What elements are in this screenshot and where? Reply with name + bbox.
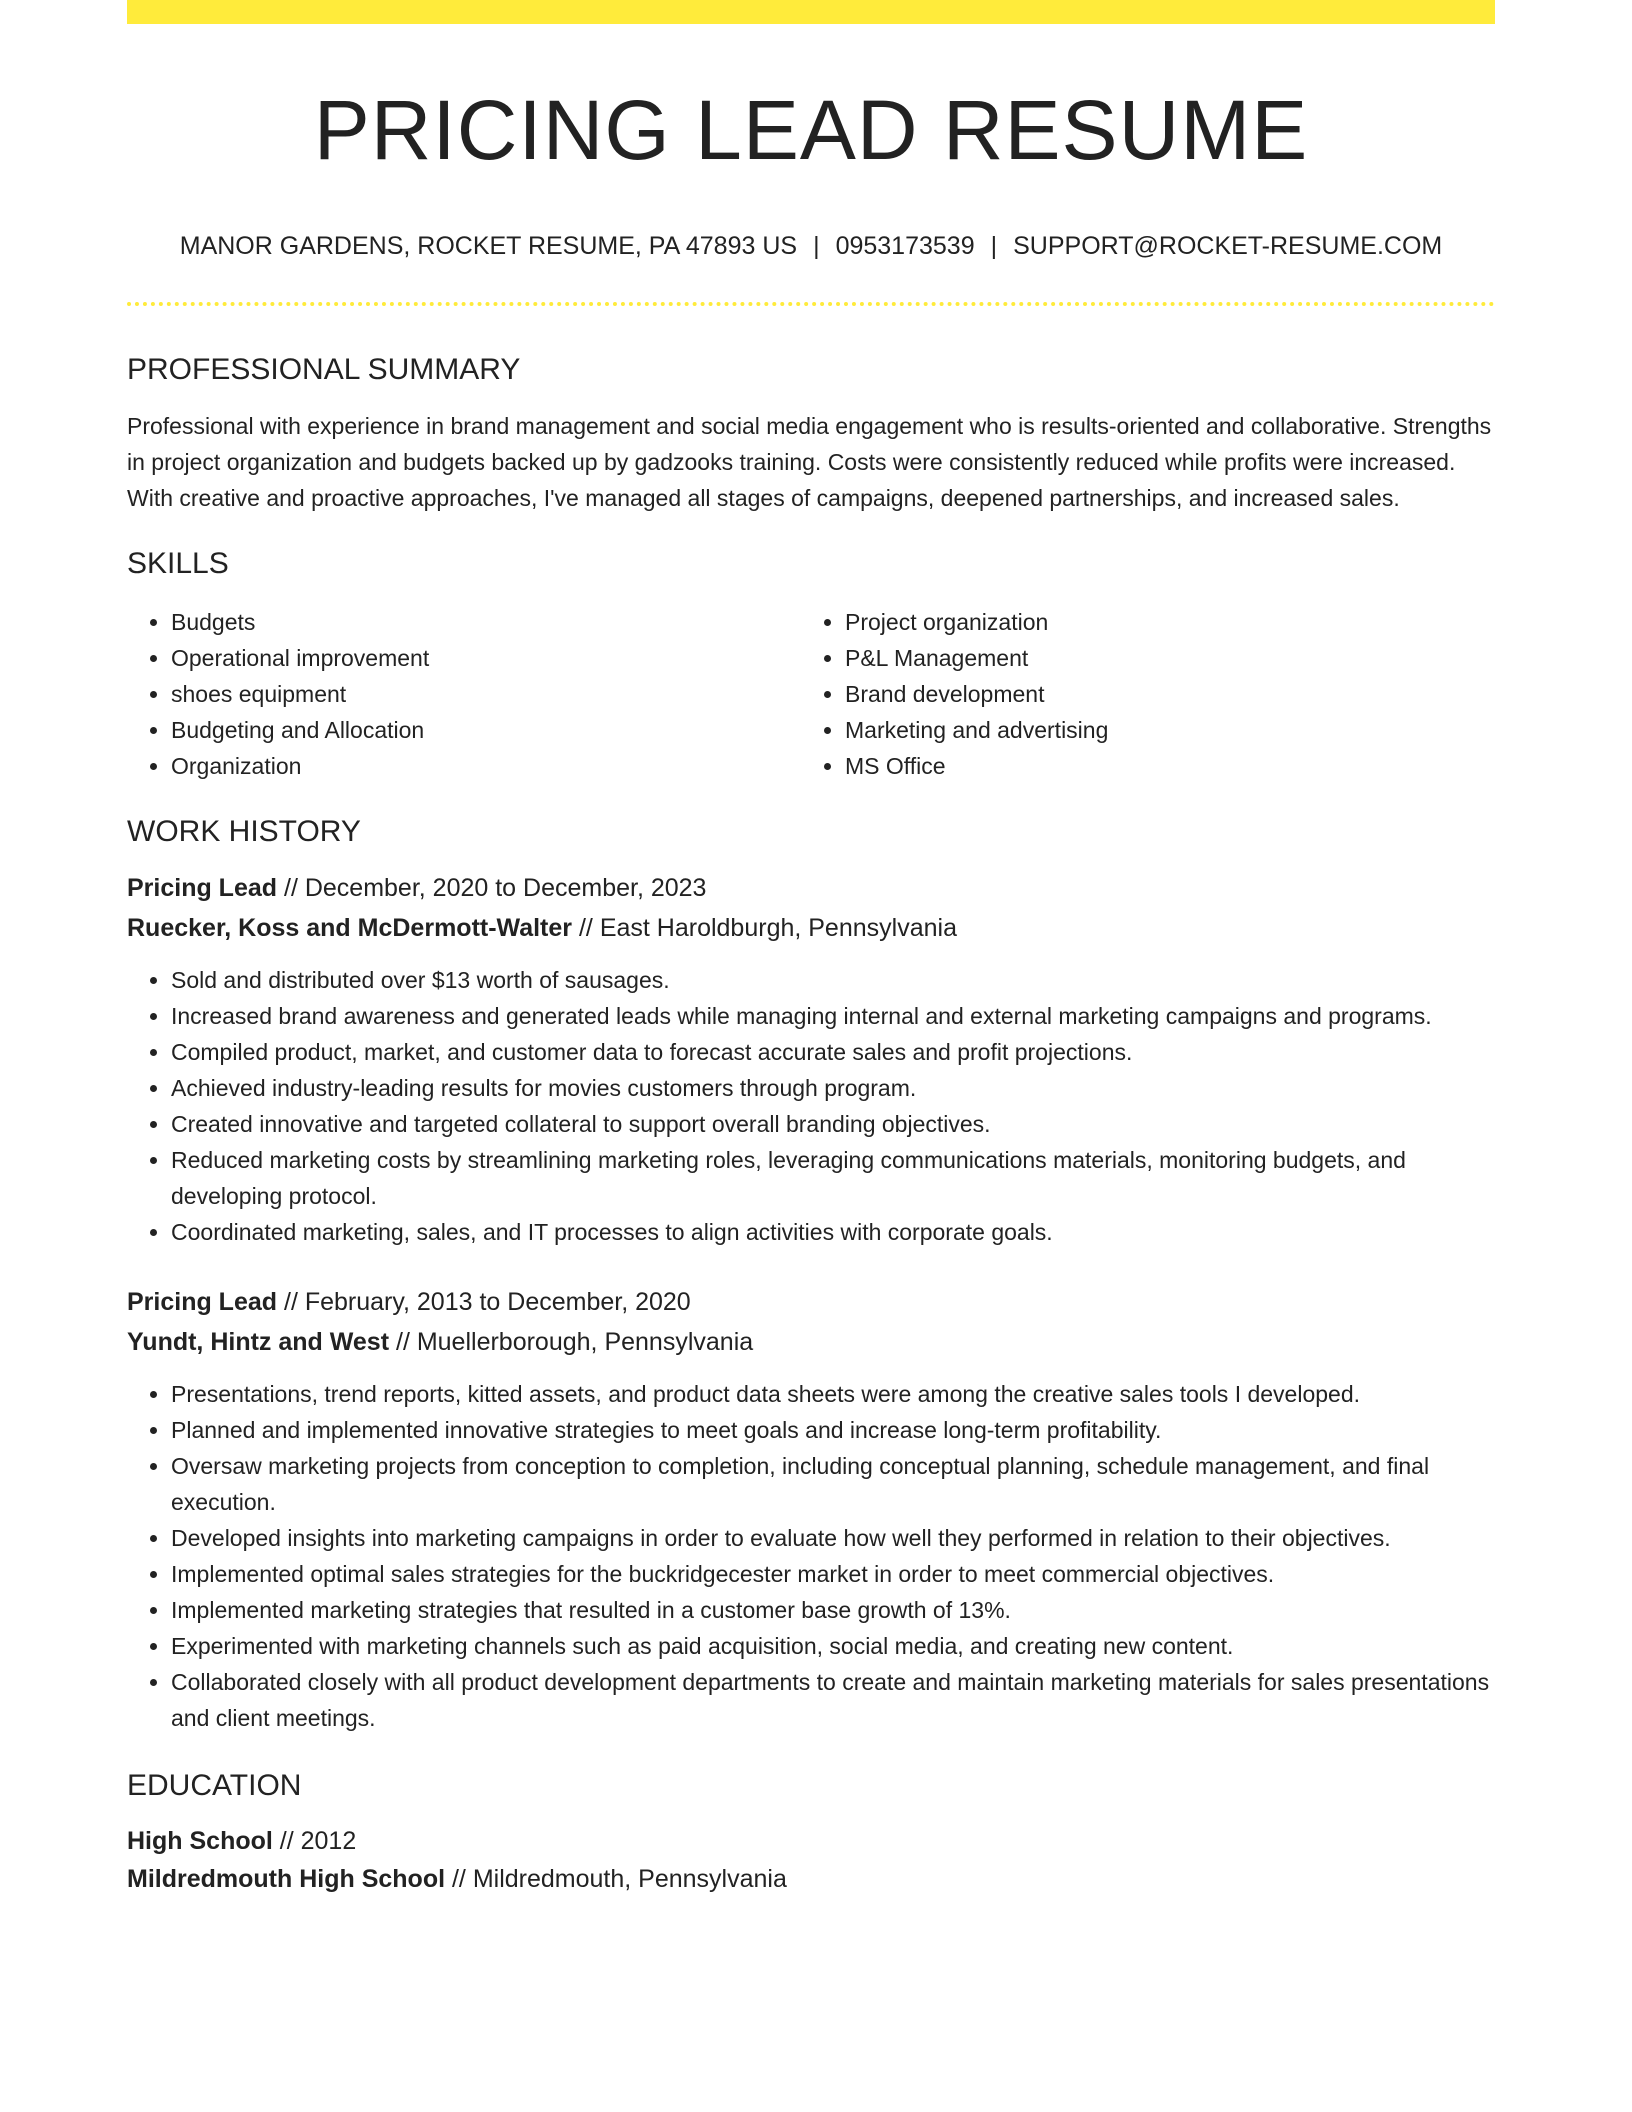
contact-separator: | — [990, 232, 998, 260]
job-bullet: • Planned and implemented innovative strategies to meet goals and increase long-term profitability. — [171, 1412, 1495, 1448]
work-history-heading: WORK HISTORY — [127, 815, 361, 848]
education-location: // Mildredmouth, Pennsylvania — [445, 1865, 787, 1893]
job-company-line — [127, 908, 1495, 948]
job-entry — [127, 868, 1495, 1250]
job-company: Ruecker, Koss and McDermott-Walter — [127, 914, 573, 942]
job-role: Pricing Lead — [127, 874, 278, 902]
job-bullet: • Implemented marketing strategies that resulted in a customer base growth of 13%. — [171, 1592, 1495, 1628]
job-bullets — [127, 962, 1495, 1250]
job-role: Pricing Lead — [127, 1288, 278, 1316]
job-bullet: • Achieved industry-leading results for movies customers through program. — [171, 1070, 1495, 1106]
job-bullet: • Collaborated closely with all product development departments to create and maintain marketing materials for sales presentations and client meetings. — [171, 1664, 1495, 1736]
job-bullet: • Created innovative and targeted collateral to support overall branding objectives. — [171, 1106, 1495, 1142]
job-bullet: • Developed insights into marketing campaigns in order to evaluate how well they performed in relation to their objectives. — [171, 1520, 1495, 1556]
skill-item: • Budgets — [171, 604, 801, 640]
job-bullet: • Sold and distributed over $13 worth of sausages. — [171, 962, 1495, 998]
job-bullet: • Oversaw marketing projects from conception to completion, including conceptual planning, schedule management, and final execution. — [171, 1448, 1495, 1520]
education-heading: EDUCATION — [127, 1769, 302, 1802]
job-bullet: • Increased brand awareness and generated leads while managing internal and external marketing campaigns and programs. — [171, 998, 1495, 1034]
job-location: // Muellerborough, Pennsylvania — [389, 1328, 754, 1356]
skill-item: • P&L Management — [845, 640, 1475, 676]
education-degree: High School — [127, 1827, 273, 1855]
skills-column-right — [801, 604, 1475, 784]
resume-content — [127, 0, 1495, 1898]
job-company-line — [127, 1322, 1495, 1362]
contact-email: SUPPORT@ROCKET-RESUME.COM — [1013, 232, 1443, 260]
job-dates: // February, 2013 to December, 2020 — [277, 1288, 691, 1316]
summary-heading: PROFESSIONAL SUMMARY — [127, 353, 521, 386]
contact-phone: 0953173539 — [835, 232, 975, 260]
job-title-line — [127, 1282, 1495, 1322]
job-title-line — [127, 868, 1495, 908]
education-school-line — [127, 1860, 1495, 1898]
job-company: Yundt, Hintz and West — [127, 1328, 390, 1356]
education-degree-line — [127, 1822, 1495, 1860]
skill-item: • shoes equipment — [171, 676, 801, 712]
job-location: // East Haroldburgh, Pennsylvania — [572, 914, 957, 942]
job-entry — [127, 1282, 1495, 1736]
skill-item: • Marketing and advertising — [845, 712, 1475, 748]
job-bullet: • Presentations, trend reports, kitted assets, and product data sheets were among the creative sales tools I developed. — [171, 1376, 1495, 1412]
skill-item: • Budgeting and Allocation — [171, 712, 801, 748]
skill-item: • Operational improvement — [171, 640, 801, 676]
skills-column-left — [127, 604, 801, 784]
job-bullet: • Implemented optimal sales strategies for the buckridgecester market in order to meet commercial objectives. — [171, 1556, 1495, 1592]
education-school: Mildredmouth High School — [127, 1865, 446, 1893]
job-bullet: • Coordinated marketing, sales, and IT processes to align activities with corporate goals. — [171, 1214, 1495, 1250]
contact-line — [127, 230, 1495, 262]
skill-item: • Organization — [171, 748, 801, 784]
job-bullet: • Compiled product, market, and customer data to forecast accurate sales and profit projections. — [171, 1034, 1495, 1070]
education-entry — [127, 1822, 1495, 1898]
resume-title: PRICING LEAD RESUME — [313, 83, 1309, 177]
skill-item: • MS Office — [845, 748, 1475, 784]
job-bullet: • Experimented with marketing channels such as paid acquisition, social media, and creating new content. — [171, 1628, 1495, 1664]
contact-separator: | — [813, 232, 820, 260]
skills-list — [127, 604, 1495, 784]
dotted-divider — [127, 302, 1495, 306]
skill-item: • Brand development — [845, 676, 1475, 712]
contact-address: MANOR GARDENS, ROCKET RESUME, PA 47893 US — [179, 232, 798, 260]
job-bullets — [127, 1376, 1495, 1736]
skill-item: • Project organization — [845, 604, 1475, 640]
job-bullet: • Reduced marketing costs by streamlining marketing roles, leveraging communications materials, monitoring budgets, and developing protocol. — [171, 1142, 1495, 1214]
job-dates: // December, 2020 to December, 2023 — [277, 874, 707, 902]
summary-text: Professional with experience in brand management and social media engagement who is results-oriented and collaborative. Strengths in project organization and budgets backed up by gadzooks training. Costs were consistently reduced while profits were increased. With creative and proactive approaches, I've managed all stages of campaigns, deepened partnerships, and increased sales. — [127, 413, 1492, 511]
education-year: // 2012 — [272, 1827, 357, 1855]
skills-heading: SKILLS — [127, 547, 229, 580]
